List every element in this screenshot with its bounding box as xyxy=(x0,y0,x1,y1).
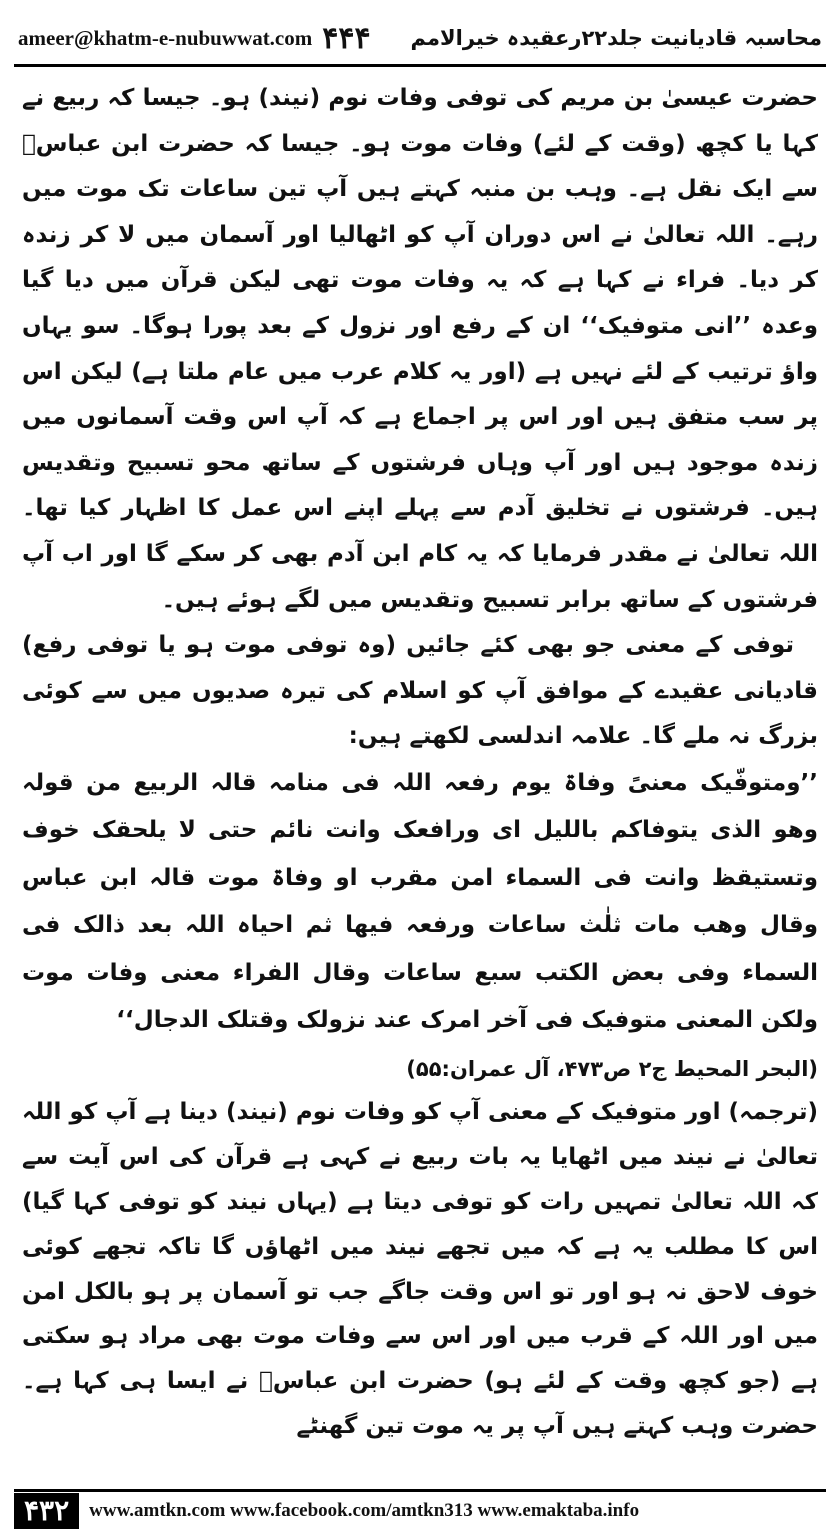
paragraph-3-translation: (ترجمہ) اور متوفیک کے معنی آپ کو وفات نوم (نیند) دینا ہے آپ کو اللہ تعالیٰ نے نیند میں اٹھایا یہ بات ربیع نے کہی ہے قرآن کی اس آیت سے کہ اللہ تعالیٰ تمہیں رات کو توفی دیتا ہے (یہاں نیند کو توفی کہا گیا) اس کا مطلب یہ ہے کہ میں تجھے نیند میں اٹھاؤں گا تاکہ تجھے کوئی خوف لاحق نہ ہو اور تو اس وقت جاگے جب تو آسمان پر ہو بالکل امن میں اور اللہ کے قرب میں اور اس سے وفات موت بھی مراد ہو سکتی ہے (جو کچھ وقت کے لئے ہو) حضرت ابن عباسؓ نے ایسا ہی کہا ہے۔ حضرت وہب کہتے ہیں آپ پر یہ موت تین گھنٹے xyxy=(22,1099,818,1439)
paragraph-1: حضرت عیسیٰ بن مریم کی توفی وفات نوم (نیند) ہو۔ جیسا کہ ربیع نے کہا یا کچھ (وقت کے لئے) وفات موت ہو۔ جیسا کہ حضرت ابن عباسؓ سے ایک نقل ہے۔ وہب بن منبہ کہتے ہیں آپ تین ساعات تک موت میں رہے۔ اللہ تعالیٰ نے اس دوران آپ کو اٹھالیا اور آسمان میں لا کر زندہ کر دیا۔ فراء نے کہا ہے کہ یہ وفات موت تھی لیکن قرآن میں دیا گیا وعدہ ’’انی متوفیک‘‘ ان کے رفع اور نزول کے بعد پورا ہوگا۔ سو یہاں واؤ ترتیب کے لئے نہیں ہے (اور یہ کلام عرب میں عام ملتا ہے) لیکن اس پر سب متفق ہیں اور اس پر اجماع ہے کہ آپ اس وقت آسمانوں میں زندہ موجود ہیں اور آپ وہاں فرشتوں کے ساتھ محو تسبیح وتقدیس ہیں۔ فرشتوں نے تخلیق آدم سے پہلے اپنے اس عمل کا اظہار کیا تھا۔ اللہ تعالیٰ نے مقدر فرمایا کہ یہ کام ابن آدم بھی کر سکے گا اور اب آپ فرشتوں کے ساتھ برابر تسبیح وتقدیس میں لگے ہوئے ہیں۔ xyxy=(22,85,818,613)
page-footer xyxy=(14,1489,826,1530)
page-content xyxy=(22,76,818,1484)
header-divider xyxy=(14,64,826,67)
header-book-title: محاسبہ قادیانیت جلد۲۲رعقیدہ خیرالامم xyxy=(410,26,822,50)
header-email[interactable]: ameer@khatm-e-nubuwwat.com xyxy=(18,25,313,50)
footer-page-number: ۴۳۲ xyxy=(14,1493,79,1529)
page-header xyxy=(18,16,822,60)
reference-citation: (البحر المحیط ج۲ ص۴۷۳، آل عمران:۵۵) xyxy=(406,1057,818,1082)
header-left xyxy=(18,21,371,56)
paragraph-2: توفی کے معنی جو بھی کئے جائیں (وہ توفی موت ہو یا توفی رفع) قادیانی عقیدے کے موافق آپ کو اسلام کی تیرہ صدیوں میں سے کوئی بزرگ نہ ملے گا۔ علامہ اندلسی لکھتے ہیں: xyxy=(22,632,818,750)
header-page-number: ۴۴۴ xyxy=(322,20,371,56)
footer-links[interactable]: www.amtkn.com www.facebook.com/amtkn313 www.emaktaba.info xyxy=(89,1500,640,1521)
arabic-quote: ’’ومتوفّیک معنیً وفاۃ یوم رفعہ اللہ فی منامہ قالہ الربیع من قولہ وھو الذی یتوفاکم باللیل ای ورافعک وانت نائم حتی لا یلحقک خوف وتستیقظ وانت فی السماء امن مقرب او وفاۃ موت قالہ ابن عباس وقال وھب مات ثلٰث ساعات ورفعہ فیھا ثم احیاہ اللہ بعد ذالک فی السماء وفی بعض الکتب سبع ساعات وقال الفراء معنی وفات موت ولکن المعنی متوفیک فی آخر امرک عند نزولک وقتلک الدجال‘‘ xyxy=(22,769,818,1033)
